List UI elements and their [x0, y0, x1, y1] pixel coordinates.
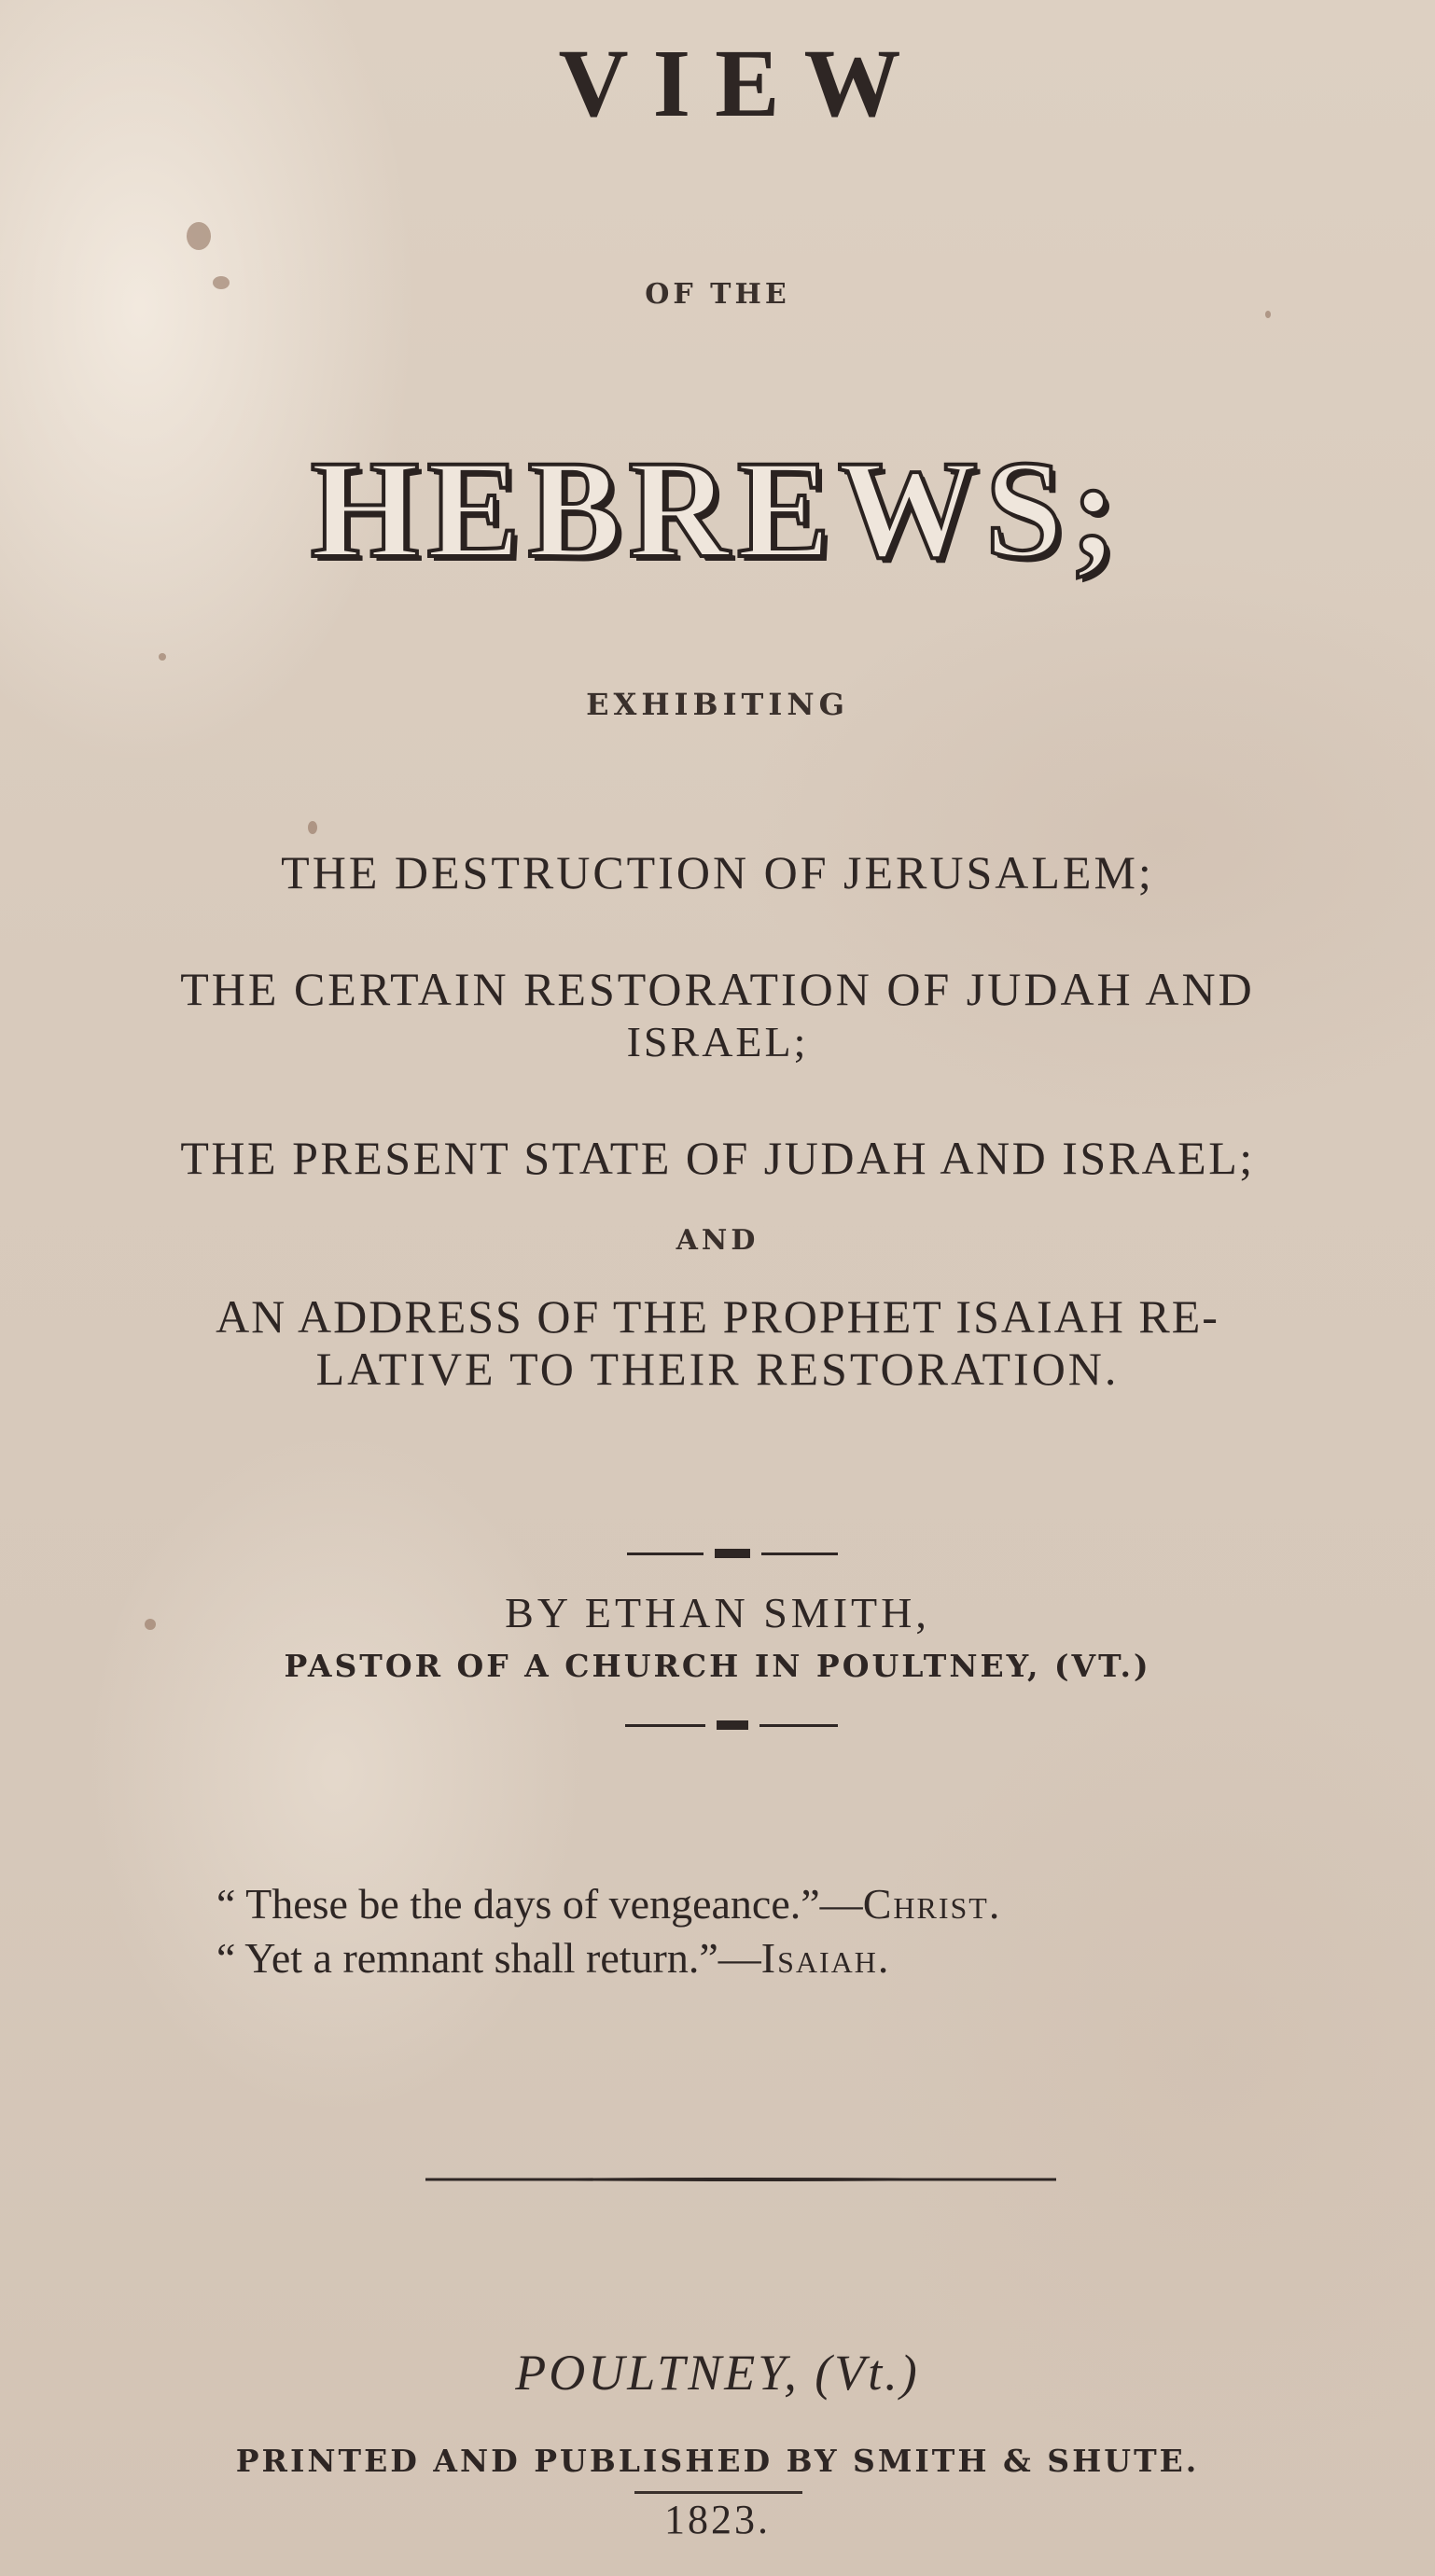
- foxing-spot: [159, 653, 166, 661]
- epigraph-2: [216, 1933, 890, 1983]
- imprint-place: POULTNEY, (Vt.): [515, 2345, 920, 2401]
- imprint-year: 1823.: [664, 2497, 771, 2542]
- title-connector: OF THE: [645, 278, 790, 311]
- ornament-divider-top: [625, 1547, 840, 1560]
- contents-intro: EXHIBITING: [586, 687, 849, 722]
- title-main: VIEW: [558, 30, 926, 137]
- epigraph-2-attribution: Isaiah.: [760, 1934, 891, 1982]
- contents-item-2-line-2: ISRAEL;: [626, 1018, 809, 1065]
- ornament-divider-bottom: [623, 1719, 840, 1732]
- epigraph-2-open-quote: “: [216, 1934, 236, 1982]
- epigraph-1-attribution: Christ.: [862, 1880, 1002, 1928]
- epigraph-1-open-quote: “: [216, 1880, 236, 1928]
- contents-item-1: THE DESTRUCTION OF JERUSALEM;: [281, 846, 1154, 898]
- author-position: PASTOR OF A CHURCH IN POULTNEY, (VT.): [284, 1648, 1151, 1684]
- contents-item-3: THE PRESENT STATE OF JUDAH AND ISRAEL;: [180, 1132, 1255, 1184]
- title-subject: HEBREWS;: [310, 432, 1125, 587]
- author-byline: BY ETHAN SMITH,: [505, 1589, 930, 1636]
- contents-item-2-line-1: THE CERTAIN RESTORATION OF JUDAH AND: [180, 963, 1255, 1015]
- section-rule: [425, 2176, 1056, 2183]
- contents-item-4-line-2: LATIVE TO THEIR RESTORATION.: [315, 1343, 1120, 1395]
- epigraph-1: [216, 1879, 1001, 1929]
- year-rule: [634, 2491, 802, 2494]
- foxing-spot: [187, 222, 211, 250]
- contents-conjunction: AND: [676, 1224, 759, 1257]
- foxing-spot: [1265, 311, 1271, 318]
- epigraph-1-text: These be the days of vengeance.”—: [245, 1880, 863, 1928]
- foxing-spot: [308, 821, 317, 834]
- imprint-publisher: PRINTED AND PUBLISHED BY SMITH & SHUTE.: [235, 2443, 1200, 2479]
- contents-item-4-line-1: AN ADDRESS OF THE PROPHET ISAIAH RE-: [216, 1290, 1219, 1343]
- epigraph-2-text: Yet a remnant shall return.”—: [244, 1934, 761, 1982]
